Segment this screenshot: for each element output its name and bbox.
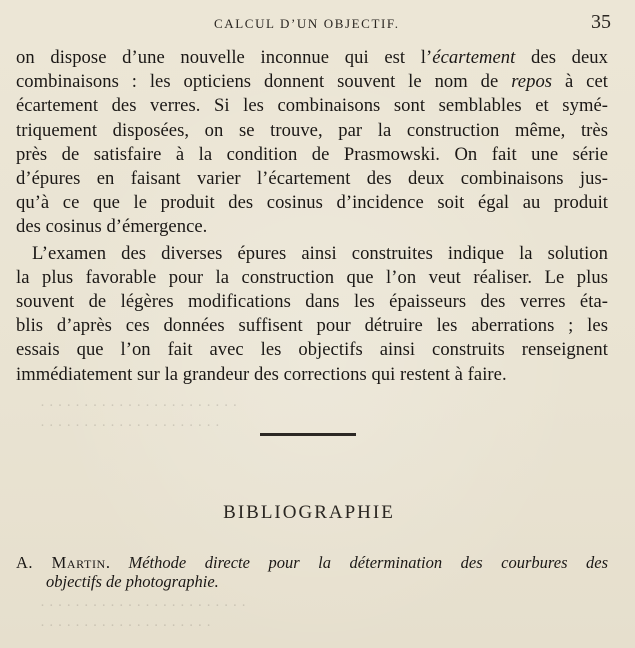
text-line (16, 119, 608, 143)
text-line (16, 167, 608, 191)
paragraph (16, 46, 608, 240)
text-segment: L’examen des diverses épures ainsi construites indique la solution (32, 242, 608, 264)
text-segment: écartement des verres. Si les combinaisons sont semblables et symé- (16, 95, 608, 117)
text-line (16, 143, 608, 167)
text-segment: d’épures en faisant varier l’écartement des deux combinaisons jus- (16, 168, 608, 190)
author-initial: A. (16, 553, 34, 572)
text-segment: essais que l’on fait avec les objectifs ainsi construits renseignent (16, 339, 608, 361)
bibliography-title-part-2: objectifs de photographie. (46, 572, 219, 591)
text-line (16, 290, 608, 314)
text-line (16, 191, 608, 215)
text-line (16, 215, 608, 239)
show-through-text: · · · · · · · · · · · · · · · · · · · · · · · (40, 398, 238, 414)
running-head (0, 10, 635, 42)
text-segment: la plus favorable pour la construction que l’on veut réaliser. Le plus (16, 266, 608, 288)
text-line (16, 266, 608, 290)
bibliography-line-1 (16, 553, 608, 572)
bibliography-title-part-1: Méthode directe pour la détermination des courbures des (128, 553, 609, 572)
text-line (16, 314, 608, 338)
author-separator: . (105, 553, 129, 572)
text-segment: qu’à ce que le produit des cosinus d’incidence soit égal au produit (16, 192, 608, 214)
text-line (16, 338, 608, 362)
text-line (16, 70, 608, 94)
text-segment: à cet (552, 71, 608, 93)
text-line (16, 363, 608, 387)
text-segment: des cosinus d’émergence. (16, 216, 208, 238)
running-title: CALCUL D’UN OBJECTIF. (214, 16, 400, 31)
section-divider (260, 433, 356, 436)
text-segment: on dispose d’une nouvelle inconnue qui est l’ (16, 47, 433, 68)
text-segment: des deux (515, 47, 608, 68)
italic-term: écartement (432, 47, 516, 68)
paragraph (16, 242, 608, 387)
italic-term: repos (511, 71, 553, 93)
text-segment: combinaisons : les opticiens donnent souvent le nom de (16, 71, 512, 93)
text-line (16, 46, 608, 70)
text-segment: près de satisfaire à la condition de Prasmowski. On fait une série (16, 143, 608, 165)
show-through-text: · · · · · · · · · · · · · · · · · · · · · · · · (40, 598, 247, 614)
text-segment: triquement disposées, on se trouve, par la construction même, très (16, 119, 608, 141)
show-through-text: · · · · · · · · · · · · · · · · · · · · (40, 618, 212, 634)
bibliography-entry (16, 553, 608, 591)
text-segment: blis d’après ces données suffisent pour détruire les aberrations ; les (16, 315, 608, 337)
text-segment: souvent de légères modifications dans les épaisseurs des verres éta- (16, 291, 608, 313)
page-number: 35 (591, 11, 611, 33)
text-line (16, 94, 608, 118)
show-through-text: · · · · · · · · · · · · · · · · · · · · · (40, 418, 220, 434)
author-name: Martin (51, 553, 106, 572)
text-segment: immédiatement sur la grandeur des corrections qui restent à faire. (16, 363, 507, 385)
body-text (16, 46, 608, 387)
section-title: BIBLIOGRAPHIE (223, 502, 395, 523)
text-line (16, 242, 608, 266)
